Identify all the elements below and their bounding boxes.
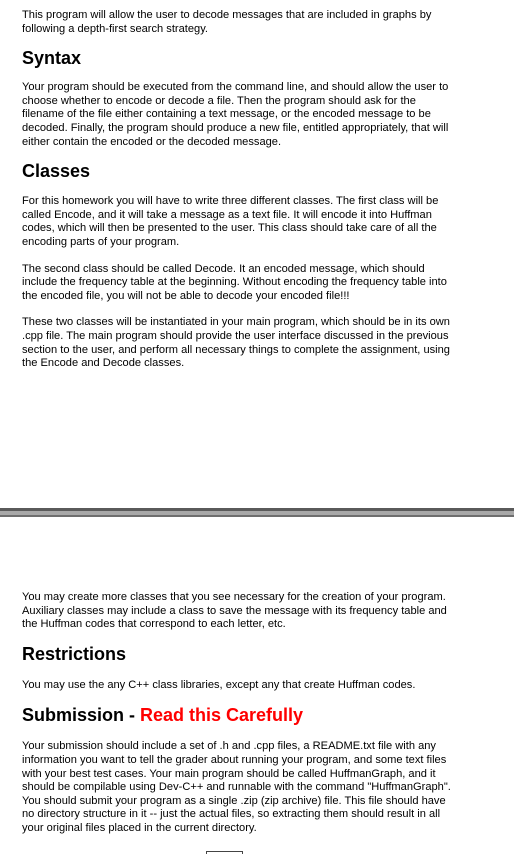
restrictions-heading: Restrictions — [22, 643, 127, 664]
classes-heading: Classes — [22, 161, 91, 182]
page-break-divider — [0, 506, 514, 520]
submission-heading — [22, 705, 456, 726]
submission-paragraph: Your submission should include a set of .h and .cpp files, a README.txt file with any information you want to tell the grader about running your program, and some text files with your best test cases. Your main program should be called HuffmanGraph, and it should be compilable using Dev-C++ and runnable with the command "HuffmanGraph". You should submit your program as a single .zip (zip archive) file. This file should have no directory structure in it -- just the actual files, so extracting them should result in all your original files placed in the current directory. — [22, 740, 451, 834]
submission-heading-emphasis: Read this Carefully — [140, 705, 304, 726]
classes-paragraph-main-program: These two classes will be instantiated in your main program, which should be in its own .cpp file. The main program should provide the user interface discussed in the previous section to the user, and perform all necessary things to complete the assignment, using the Encode and Decode classes. — [22, 316, 450, 370]
submission-heading-prefix: Submission - — [22, 705, 141, 726]
classes-paragraph-decode: The second class should be called Decode. It an encoded message, which should include the frequency table at the beginning. Without encoding the frequency table into the encoded file, you will not be able to decode your encoded file!!! — [22, 262, 447, 302]
document-page-2 — [22, 591, 456, 836]
document-page-1 — [22, 9, 456, 371]
syntax-paragraph: Your program should be executed from the command line, and should allow the user to choose whether to encode or decode a file. Then the program should ask for the filename of the file either containing a text message, or the encoded message to be decoded. Finally, the program should produce a new file, entitled appropriately, that will either contain the encoded or the decoded message. — [22, 81, 449, 148]
classes-paragraph-auxiliary: You may create more classes that you see necessary for the creation of your program. Auxiliary classes may include a class to save the message with its frequency table and the Huffman codes that correspond to each letter, etc. — [22, 591, 447, 631]
restrictions-paragraph: You may use the any C++ class libraries, except any that create Huffman codes. — [22, 678, 416, 691]
classes-paragraph-encode: For this homework you will have to write three different classes. The first class will be called Encode, and it will take a message as a text file. It will encode it into Huffman codes, which will then be presented to the user. This class should take care of all the encoding parts of your program. — [22, 195, 439, 248]
syntax-heading: Syntax — [22, 48, 82, 69]
intro-paragraph: This program will allow the user to decode messages that are included in graphs by following a depth-first search strategy. — [22, 9, 432, 35]
